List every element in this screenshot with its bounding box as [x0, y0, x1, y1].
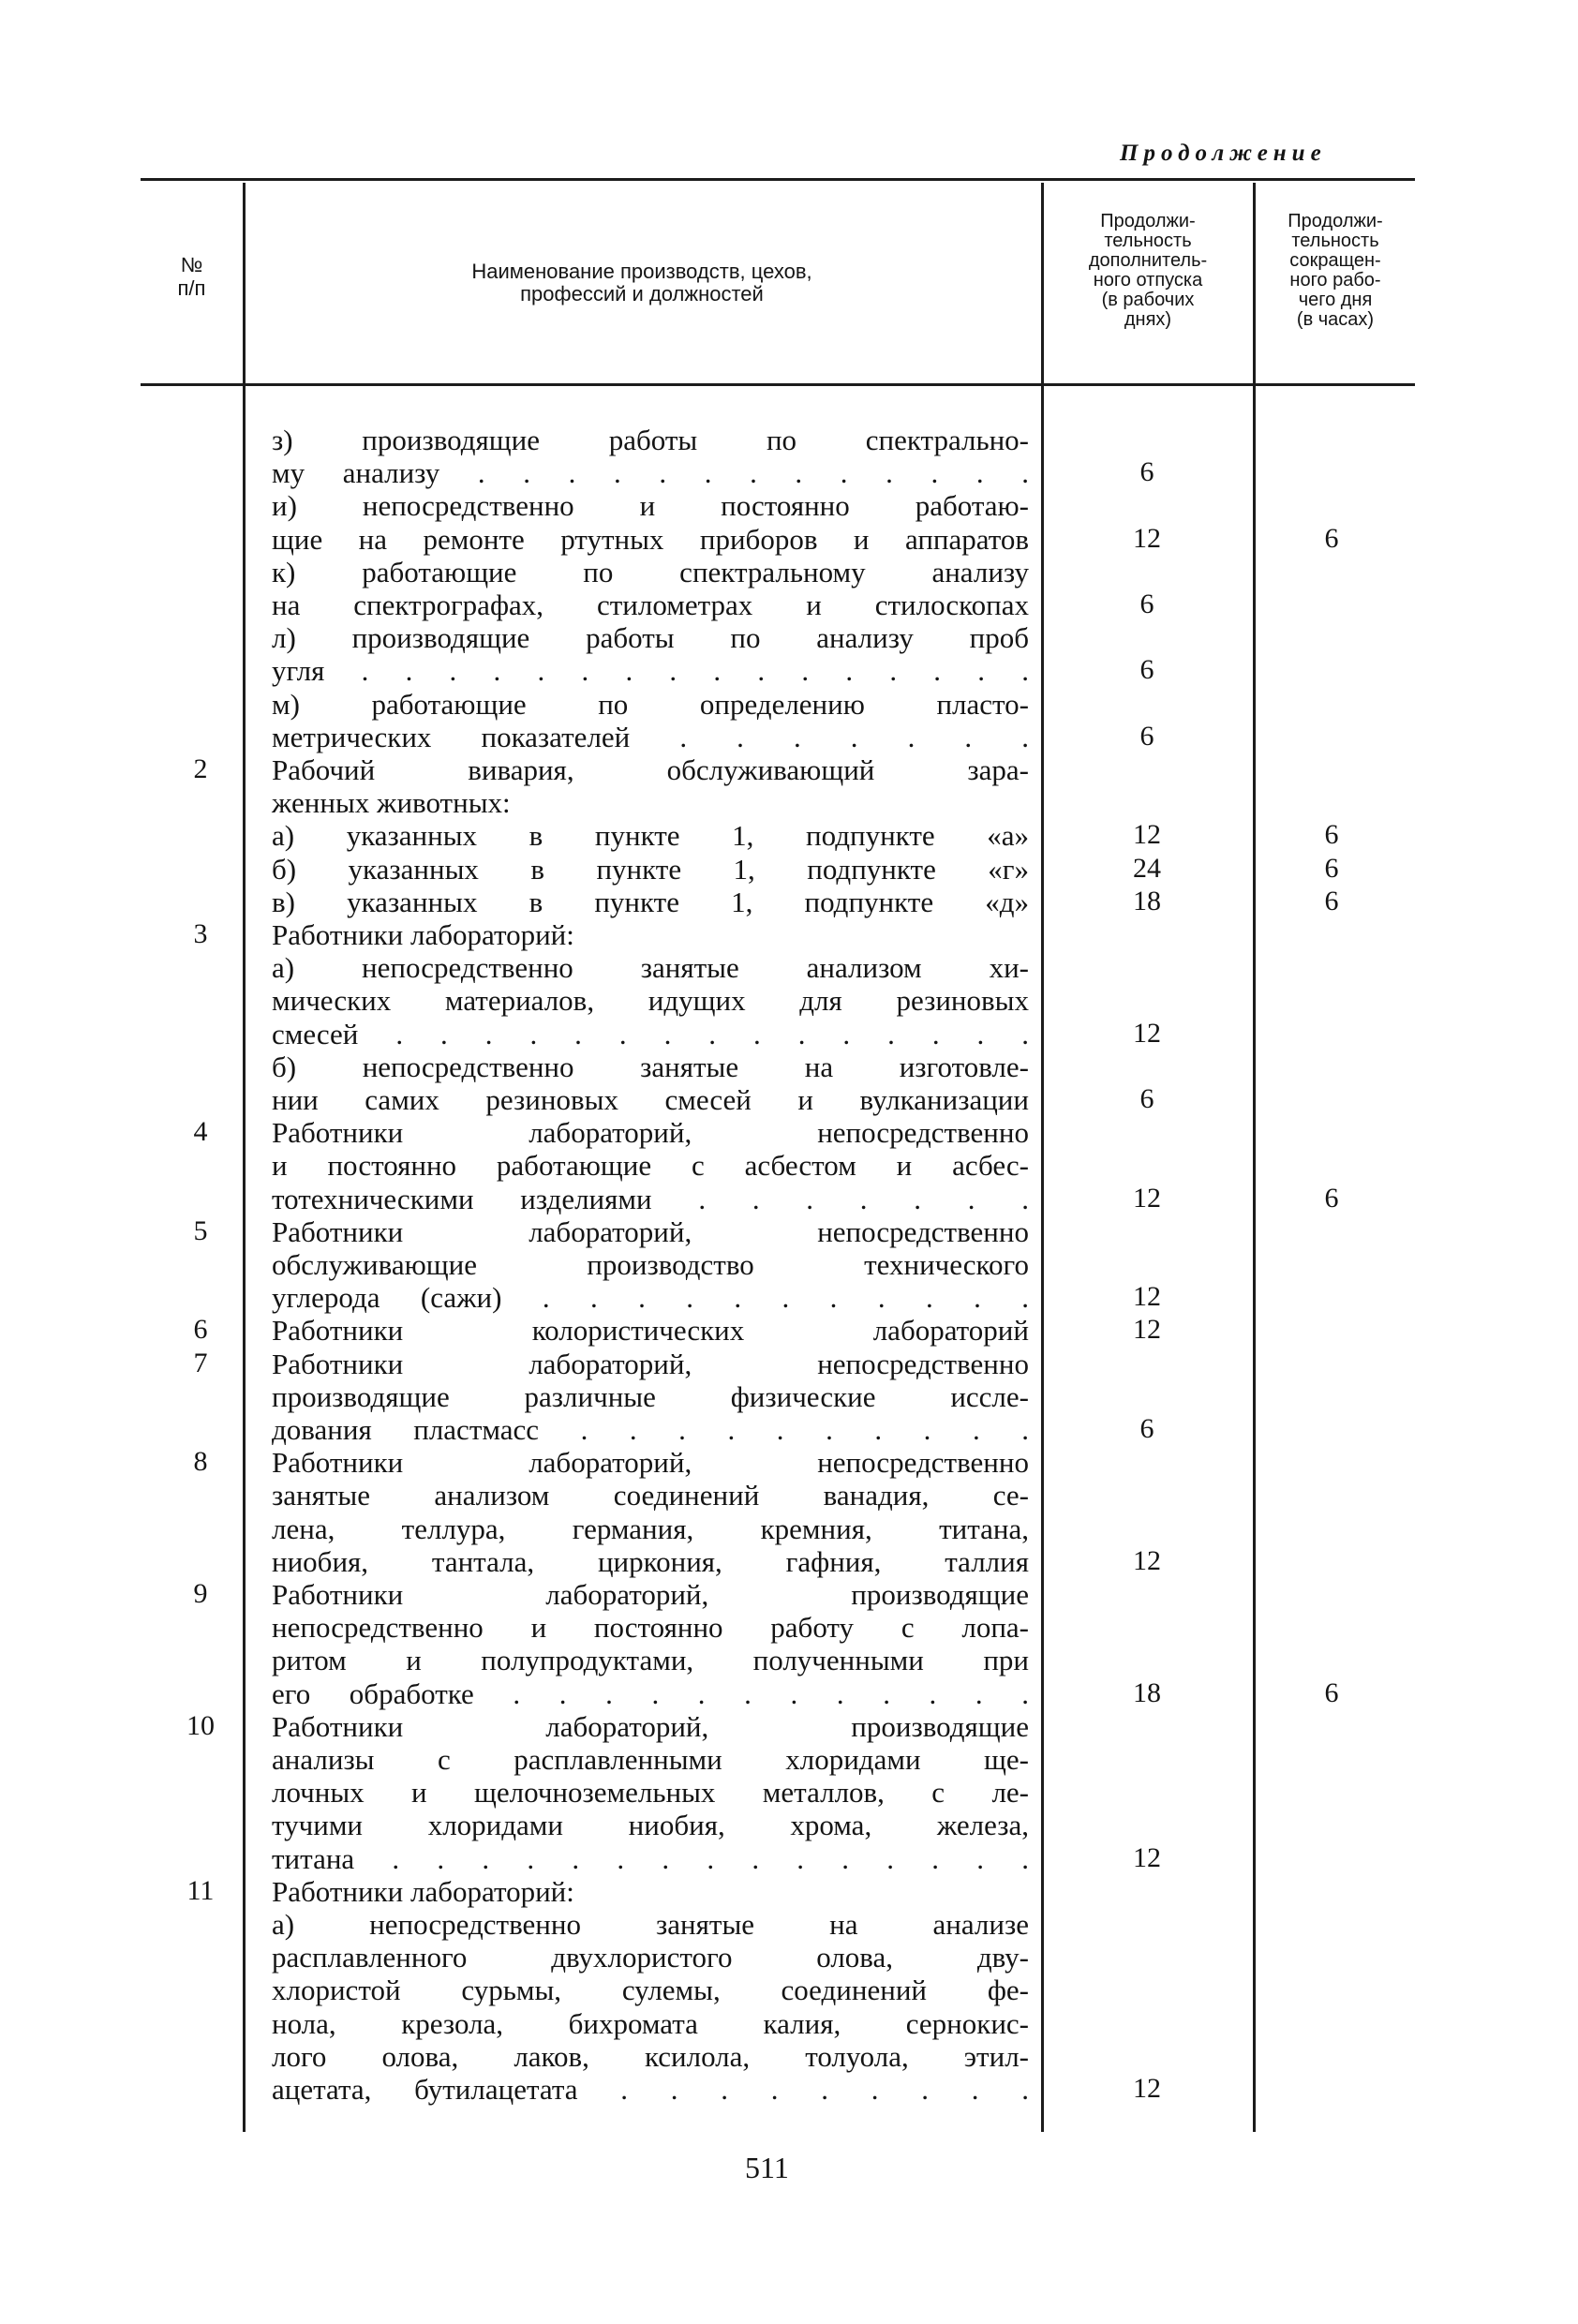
vacation-days-value: 6 [1139, 456, 1154, 488]
row-text-line: углерода (сажи) . . . . . . . . . . . [272, 1281, 1029, 1315]
reduced-hours-value: 6 [1324, 522, 1339, 554]
row-text-line: лочных и щелочноземельных металлов, с ле- [272, 1776, 1029, 1810]
header-reduced-line: чего дня [1298, 290, 1373, 310]
table-row-text [272, 456, 1029, 489]
table-row-text [272, 2007, 1029, 2040]
row-number: 8 [193, 1446, 208, 1478]
row-text-line: Работники лабораторий, непосредственно [272, 1214, 1029, 1248]
reduced-hours-value: 6 [1324, 819, 1339, 851]
row-number: 3 [193, 918, 208, 949]
row-number: 10 [186, 1709, 215, 1741]
table-row-text [272, 1776, 1029, 1809]
row-text-line: з) производящие работы по спектрально- [272, 424, 1029, 456]
vacation-days-value: 12 [1133, 522, 1161, 554]
table-row-text [272, 654, 1029, 687]
row-text-line: нии самих резиновых смесей и вулканизации [272, 1083, 1029, 1116]
table-row-text [272, 1314, 1029, 1347]
header-vacation [1044, 212, 1252, 330]
table-row-text [272, 1941, 1029, 1974]
row-text-line: метрических показателей . . . . . . . [272, 720, 1029, 753]
row-text-line: непосредственно и постоянно работу с лопа- [272, 1611, 1029, 1645]
table-row-text [272, 1281, 1029, 1314]
table-row-text [272, 688, 1029, 721]
table-row-text [272, 1875, 1029, 1908]
table-row-text [272, 523, 1029, 556]
row-text-line: му анализу . . . . . . . . . . . . . [272, 456, 1029, 490]
table-row-text [272, 621, 1029, 654]
row-text-line: Работники лабораторий: [272, 918, 574, 951]
row-text-line: хлористой сурьмы, сулемы, соединений фе- [272, 1974, 1029, 2007]
table-row-text [272, 1348, 1029, 1380]
header-name-line: профессий и должностей [520, 282, 764, 305]
row-text-line: титана . . . . . . . . . . . . . . . [272, 1841, 1029, 1875]
row-number: 5 [193, 1214, 208, 1246]
header-vacation-line: Продолжи- [1100, 211, 1196, 231]
row-text-line: к) работающие по спектральному анализу [272, 555, 1029, 588]
row-text-line: б) непосредственно занятые на изготовле- [272, 1050, 1029, 1083]
row-text-line: а) непосредственно занятые на анализе [272, 1908, 1029, 1941]
row-number: 6 [193, 1314, 208, 1346]
header-num-line: п/п [177, 276, 206, 300]
table-row-text [272, 1710, 1029, 1743]
table-row-text [272, 2040, 1029, 2073]
header-reduced-line: сокращен- [1289, 250, 1381, 271]
row-text-line: ритом и полупродуктами, полученными при [272, 1644, 1029, 1677]
table-row-text [272, 1149, 1029, 1182]
header-name [248, 261, 1035, 305]
row-number: 7 [193, 1347, 208, 1378]
vacation-days-value: 12 [1133, 1182, 1161, 1214]
table-row-text [272, 918, 1029, 951]
table-row-text [272, 1446, 1029, 1479]
table-row-text [272, 1018, 1029, 1050]
row-text-line: м) работающие по определению пласто- [272, 687, 1029, 721]
table-row-text [272, 1974, 1029, 2006]
row-text-line: его обработке . . . . . . . . . . . . [272, 1676, 1029, 1710]
table-row-text [272, 786, 1029, 819]
table-row-text [272, 1380, 1029, 1413]
row-text-line: Работники лабораторий, непосредственно [272, 1347, 1029, 1380]
row-text-line: Рабочий вивария, обслуживающий зара- [272, 753, 1029, 786]
table-row-text [272, 1183, 1029, 1215]
header-vacation-line: дополнитель- [1088, 250, 1208, 271]
header-vacation-line: тельность [1104, 231, 1192, 251]
vacation-days-value: 12 [1133, 1314, 1161, 1346]
table-row-text [272, 753, 1029, 786]
row-number: 4 [193, 1116, 208, 1148]
table-row-text [272, 1479, 1029, 1512]
row-number: 9 [193, 1578, 208, 1609]
row-number: 2 [193, 753, 208, 784]
vacation-days-value: 12 [1133, 1017, 1161, 1049]
table-row-text [272, 1545, 1029, 1578]
table-row-text [272, 853, 1029, 886]
table-row-text [272, 1050, 1029, 1083]
row-text-line: тотехническими изделиями . . . . . . . [272, 1182, 1029, 1215]
header-num-line: № [180, 253, 203, 276]
row-text-line: на спектрографах, стилометрах и стилоскопах [272, 588, 1029, 621]
table-row-text [272, 1842, 1029, 1875]
table-row-text [272, 588, 1029, 621]
header-vacation-line: днях) [1124, 309, 1172, 330]
row-text-line: дования пластмасс . . . . . . . . . . [272, 1413, 1029, 1446]
table-row-text [272, 819, 1029, 852]
row-text-line: Работники лабораторий: [272, 1874, 574, 1908]
row-text-line: ниобия, тантала, циркония, гафния, таллия [272, 1544, 1029, 1578]
row-text-line: лого олова, лаков, ксилола, толуола, этил- [272, 2039, 1029, 2073]
row-text-line: смесей . . . . . . . . . . . . . . . [272, 1017, 1029, 1050]
row-text-line: б) указанных в пункте 1, подпункте «г» [272, 852, 1029, 886]
continued-label: Продолжение [1120, 141, 1327, 166]
vacation-days-value: 6 [1139, 1413, 1154, 1444]
row-text-line: анализы с расплавленными хлоридами ще- [272, 1743, 1029, 1776]
vacation-days-value: 6 [1139, 588, 1154, 619]
vacation-days-value: 6 [1139, 654, 1154, 686]
header-reduced-line: тельность [1291, 231, 1379, 251]
row-text-line: в) указанных в пункте 1, подпункте «д» [272, 885, 1029, 918]
reduced-hours-value: 6 [1324, 1676, 1339, 1708]
row-text-line: расплавленного двухлористого олова, дву- [272, 1941, 1029, 1974]
row-text-line: а) непосредственно занятые анализом хи- [272, 951, 1029, 985]
row-text-line: женных животных: [272, 786, 511, 820]
table-row-text [272, 556, 1029, 588]
table-row-text [272, 1413, 1029, 1446]
table-row-text [272, 1611, 1029, 1644]
vacation-days-value: 24 [1133, 852, 1161, 884]
table-row-text [272, 1677, 1029, 1710]
row-text-line: л) производящие работы по анализу проб [272, 621, 1029, 655]
vacation-days-value: 12 [1133, 1281, 1161, 1313]
table-row-text [272, 1743, 1029, 1776]
vacation-days-value: 18 [1133, 1676, 1161, 1708]
header-reduced-line: (в часах) [1296, 309, 1375, 330]
row-text-line: Работники лабораторий, производящие [272, 1709, 1029, 1743]
vacation-days-value: 12 [1133, 2073, 1161, 2104]
table-row-text [272, 424, 1029, 456]
row-text-line: Работники колористических лабораторий [272, 1314, 1029, 1348]
table-row-text [272, 984, 1029, 1017]
header-vacation-line: (в рабочих [1101, 290, 1195, 310]
row-text-line: нола, крезола, бихромата калия, сернокис- [272, 2006, 1029, 2040]
row-number: 11 [186, 1874, 215, 1906]
row-text-line: занятые анализом соединений ванадия, се- [272, 1479, 1029, 1512]
table-top-rule [141, 178, 1415, 181]
header-num [141, 253, 243, 300]
table-row-text [272, 1116, 1029, 1149]
reduced-hours-value: 6 [1324, 885, 1339, 916]
reduced-hours-value: 6 [1324, 852, 1339, 884]
vacation-days-value: 18 [1133, 885, 1161, 916]
reduced-hours-value: 6 [1324, 1182, 1339, 1214]
vacation-days-value: 6 [1139, 720, 1154, 752]
table-row-text [272, 1908, 1029, 1941]
vacation-days-value: 6 [1139, 1083, 1154, 1114]
row-text-line: щие на ремонте ртутных приборов и аппаратов [272, 522, 1029, 556]
header-reduced [1256, 212, 1415, 330]
table-row-text [272, 1215, 1029, 1248]
table-row-text [272, 1248, 1029, 1281]
header-vacation-line: ного отпуска [1093, 270, 1203, 290]
row-text-line: тучими хлоридами ниобия, хрома, железа, [272, 1809, 1029, 1842]
table-row-text [272, 1809, 1029, 1841]
row-text-line: а) указанных в пункте 1, подпункте «а» [272, 819, 1029, 853]
table-row-text [272, 2073, 1029, 2106]
row-text-line: Работники лабораторий, непосредственно [272, 1116, 1029, 1150]
row-text-line: ацетата, бутилацетата . . . . . . . . . [272, 2073, 1029, 2106]
header-bottom-rule [141, 383, 1415, 386]
row-text-line: и) непосредственно и постоянно работаю- [272, 489, 1029, 523]
table-row-text [272, 1512, 1029, 1545]
page-number: 511 [745, 2151, 789, 2184]
table-row-text [272, 1644, 1029, 1676]
vacation-days-value: 12 [1133, 1544, 1161, 1576]
vacation-days-value: 12 [1133, 1841, 1161, 1873]
table-row-text [272, 1083, 1029, 1116]
header-reduced-line: Продолжи- [1288, 211, 1383, 231]
col-divider-reduced [1253, 183, 1256, 2132]
table-row-text [272, 1578, 1029, 1611]
row-text-line: мических материалов, идущих для резиновых [272, 984, 1029, 1018]
table-row-text [272, 721, 1029, 753]
row-text-line: Работники лабораторий, производящие [272, 1578, 1029, 1611]
header-name-line: Наименование производств, цехов, [471, 260, 812, 283]
table-row-text [272, 951, 1029, 984]
header-reduced-line: ного рабо- [1289, 270, 1381, 290]
table-row-text [272, 886, 1029, 918]
row-text-line: производящие различные физические иссле- [272, 1379, 1029, 1413]
col-divider-vacation [1041, 183, 1044, 2132]
col-divider-num [243, 183, 246, 2132]
row-text-line: Работники лабораторий, непосредственно [272, 1446, 1029, 1480]
vacation-days-value: 12 [1133, 819, 1161, 851]
table-row-text [272, 489, 1029, 522]
row-text-line: угля . . . . . . . . . . . . . . . . [272, 654, 1029, 688]
row-text-line: лена, теллура, германия, кремния, титана, [272, 1512, 1029, 1545]
row-text-line: и постоянно работающие с асбестом и асбес- [272, 1149, 1029, 1183]
row-text-line: обслуживающие производство технического [272, 1248, 1029, 1281]
